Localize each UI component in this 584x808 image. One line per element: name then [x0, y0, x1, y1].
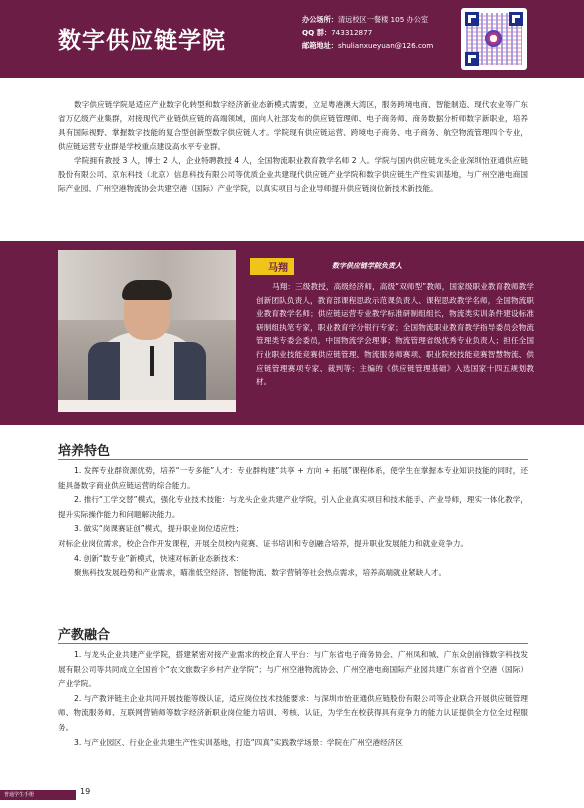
microphone-icon — [150, 346, 154, 376]
person-heading — [250, 258, 550, 274]
contact-qq — [302, 26, 433, 39]
section-body-integration — [58, 648, 528, 750]
integration-item-1: 1. 与龙头企业共建产业学院，搭建紧密对接产业需求的校企育人平台：与广东省电子商务协会、广州凤和城、广东众创前锋数字科技发展有限公司等共同成立全国首个“农文旅数字乡村产业学院”；与广州空港物流协会、广州空港电商国际产业园共建广东省首个空港（国际）产业学院。 — [58, 650, 528, 689]
training-item-1: 1. 发挥专业群资源优势，培养“一专多能”人才：专业群构建“共享 + 方向 + 拓展”课程体系，使学生在掌握本专业知识技能的同时，还能具备数字商业供应链运营的综合能力。 — [58, 466, 528, 490]
contact-office-value: 清远校区一餐楼 105 办公室 — [337, 15, 429, 24]
contact-office — [302, 13, 433, 26]
person-bio-text: 马翔：三级教授，高级经济师，高级“双师型”教师，国家级职业教育教师教学创新团队负责人，教育部课程思政示范课负责人、课程思政教学名师，全国物流职业教育教学名师；供应链运营专业教学标准研制组组长，物流类实训条件建设标准研制组执笔专家，职业教育学分银行专家；全国物流职业教育教学指导委员会物流管理类专委会委员，中国物流学会理事；物流管理省级优秀专业负责人；担任全国行业职业技能竞赛供应链管理、物流服务师赛项、职业院校技能竞赛智慧物流、供应链管理赛项专家、裁判等；主编的《供应链管理基础》入选国家十四五规划教材。 — [256, 282, 534, 387]
page-header — [0, 0, 584, 78]
training-item-3-detail: 对标企业岗位需求，校企合作开发课程，开展全员校内竞赛、证书培训和专创融合培养，提升职业发展能力和就业竞争力。 — [58, 538, 469, 548]
intro-text — [58, 98, 528, 196]
integration-item-3: 3. 与产业园区、行业企业共建生产性实训基地，打造“四真”实践教学场景：学院在广州空港经济区 — [74, 737, 403, 747]
photo-table — [58, 400, 236, 412]
intro-paragraph-1: 数字供应链学院是适应产业数字化转型和数字经济新业态新模式需要，立足粤港澳大湾区，服务跨境电商、智能制造、现代农业等广东省万亿级产业集群，对接现代产业链供应链的高端领域，面向人社部发布的供应链管理师、电子商务师、商务数据分析师数字新职业，培养具有国际视野、掌握数字技能的复合型创新型数字供应链人才。学院现有供应链运营、跨境电子商务、电子商务、航空物流管理四个专业，供应链运营专业群是学校重点建设高水平专业群。 — [58, 100, 528, 151]
section-body-training — [58, 464, 528, 581]
training-item-2: 2. 推行“工学交替”模式，强化专业技术技能：与龙头企业共建产业学院，引入企业真实项目和技术能手、产业导师，理实一体化教学，提升实际操作能力和问题解决能力。 — [58, 495, 528, 519]
training-item-4-detail: 聚焦科技发展趋势和产业需求，瞄准低空经济、智能物流、数字营销等社会热点需求，培养高端就业紧缺人才。 — [74, 568, 447, 578]
qr-finder-top-right — [509, 12, 523, 26]
portrait-photo — [58, 250, 236, 412]
training-item-3: 3. 做实“岗课赛证创”模式，提升职业岗位适应性； — [74, 524, 244, 534]
contact-office-label: 办公场所： — [302, 15, 338, 24]
qr-code — [461, 8, 527, 70]
training-item-4: 4. 创新“数专业”新模式，快速对标新业态新技术： — [74, 553, 244, 563]
section-title-integration: 产教融合 — [58, 628, 111, 643]
contact-qq-value: 743312877 — [331, 28, 373, 37]
contact-info — [302, 13, 433, 52]
photo-hair — [122, 280, 172, 300]
person-bio — [256, 280, 534, 389]
qr-finder-bottom-left — [465, 52, 479, 66]
page-number: 19 — [80, 787, 91, 796]
contact-email-value: shulianxueyuan@126.com — [337, 41, 434, 50]
qr-logo-icon — [485, 30, 502, 47]
footer-label: 普通学生手册 — [4, 792, 35, 798]
section-title-training: 培养特色 — [58, 444, 111, 459]
contact-email — [302, 39, 433, 52]
qr-finder-top-left — [465, 12, 479, 26]
page-title: 数字供应链学院 — [58, 28, 226, 54]
section-divider — [58, 459, 528, 460]
section-divider — [58, 643, 528, 644]
person-name: 马翔 — [250, 258, 294, 275]
contact-qq-label: QQ 群： — [302, 28, 332, 37]
integration-item-2: 2. 与产教评链主企业共同开展技能等级认证，适应岗位技术技能要求：与深圳市怡亚通供应链股份有限公司等企业联合开展供应链管理师、物流服务师、互联网营销师等数字经济新职业岗位能力培训、考核、认证，为学生在校获得具有竞争力的能力认证提供全方位全过程服务。 — [58, 693, 528, 732]
person-role: 数字供应链学院负责人 — [332, 262, 402, 270]
contact-email-label: 邮箱地址： — [302, 41, 338, 50]
intro-paragraph-2: 学院拥有教授 3 人，博士 2 人，企业特聘教授 4 人，全国物流职业教育教学名师 2 人。学院与国内供应链龙头企业深圳怡亚通供应链股份有限公司、京东科技（北京）信息科技有限公司等优质企业共建现代供应链产业学院和数字供应链生产性实训基地，与广州空港电商国际产业园、广州空港物流协会共建空港（国际）产业学院，以真实项目与企业导师提升供应链岗位新技术新技能。 — [58, 156, 528, 193]
